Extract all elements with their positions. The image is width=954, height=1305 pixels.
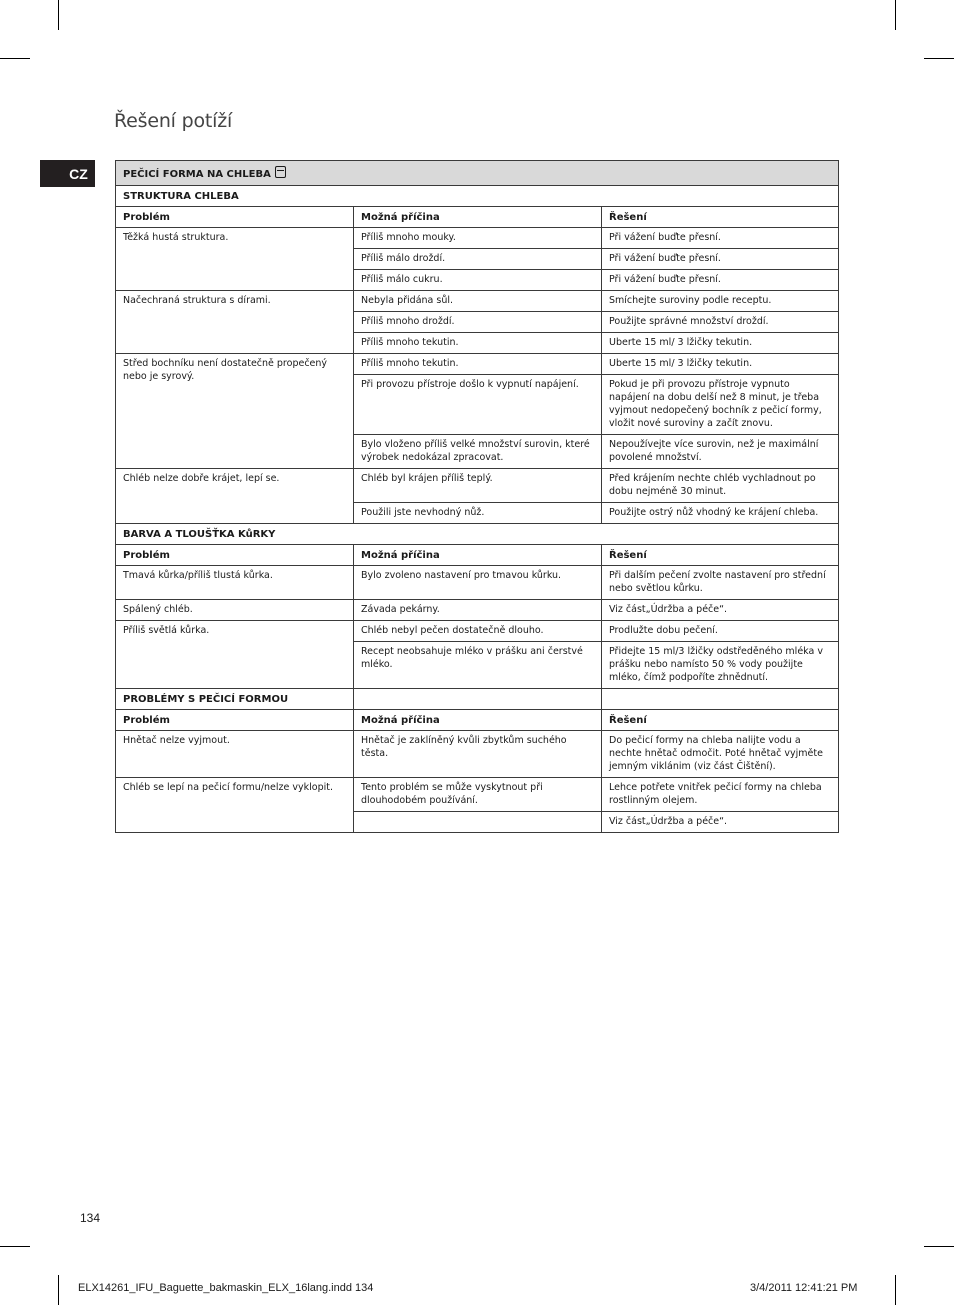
cause-cell: Chléb byl krájen příliš teplý. xyxy=(354,469,602,503)
crop-mark xyxy=(924,1246,954,1247)
cause-cell: Chléb nebyl pečen dostatečně dlouho. xyxy=(354,621,602,642)
cause-cell: Bylo vloženo příliš velké množství surovin, které výrobek nedokázal zpracovat. xyxy=(354,435,602,469)
cause-cell: Tento problém se může vyskytnout při dlouhodobém používání. xyxy=(354,778,602,812)
solution-cell: Uberte 15 ml/ 3 lžičky tekutin. xyxy=(602,333,839,354)
cause-cell: Příliš mnoho mouky. xyxy=(354,228,602,249)
table-row xyxy=(116,291,839,312)
crop-mark xyxy=(0,58,30,59)
crop-mark xyxy=(924,58,954,59)
solution-cell: Lehce potřete vnitřek pečicí formy na chleba rostlinným olejem. xyxy=(602,778,839,812)
cause-cell: Závada pekárny. xyxy=(354,600,602,621)
problem-cell: Spálený chléb. xyxy=(116,600,354,621)
cause-cell: Příliš málo cukru. xyxy=(354,270,602,291)
column-header-cause: Možná příčina xyxy=(354,545,602,566)
solution-cell: Pokud je při provozu přístroje vypnuto napájení na dobu delší než 8 minut, je třeba vyjmout nedopečený bochník z pečicí formy, vložit nové suroviny a začít znovu. xyxy=(602,375,839,435)
problem-cell: Příliš světlá kůrka. xyxy=(116,621,354,689)
table-row xyxy=(116,228,839,249)
solution-cell: Prodlužte dobu pečení. xyxy=(602,621,839,642)
table-row xyxy=(116,600,839,621)
table-row xyxy=(116,566,839,600)
section-header-empty xyxy=(602,689,839,710)
cause-cell: Nebyla přidána sůl. xyxy=(354,291,602,312)
problem-cell: Těžká hustá struktura. xyxy=(116,228,354,291)
bread-pan-icon xyxy=(275,166,286,178)
solution-cell: Přidejte 15 ml/3 lžičky odstředěného mléka v prášku nebo namísto 50 % vody použijte mléko, čímž podpoříte zhnědnutí. xyxy=(602,642,839,689)
column-header-solution: Řešení xyxy=(602,207,839,228)
column-header-problem: Problém xyxy=(116,545,354,566)
page-number: 134 xyxy=(80,1211,101,1225)
table-row xyxy=(116,469,839,503)
problem-cell: Hnětač nelze vyjmout. xyxy=(116,731,354,778)
section-header-row xyxy=(116,186,839,207)
problem-cell: Načechraná struktura s dírami. xyxy=(116,291,354,354)
column-header-solution: Řešení xyxy=(602,545,839,566)
solution-cell: Při dalším pečení zvolte nastavení pro střední nebo světlou kůrku. xyxy=(602,566,839,600)
section-header-empty xyxy=(354,689,602,710)
crop-mark xyxy=(895,1275,896,1305)
solution-cell: Viz část„Údržba a péče“. xyxy=(602,600,839,621)
cause-cell: Recept neobsahuje mléko v prášku ani čerstvé mléko. xyxy=(354,642,602,689)
cause-cell: Při provozu přístroje došlo k vypnutí napájení. xyxy=(354,375,602,435)
problem-cell: Chléb nelze dobře krájet, lepí se. xyxy=(116,469,354,524)
troubleshooting-table xyxy=(115,160,839,833)
troubleshooting-table-body xyxy=(116,161,839,833)
section-header-row xyxy=(116,689,839,710)
crop-mark xyxy=(895,0,896,30)
problem-cell: Chléb se lepí na pečicí formu/nelze vyklopit. xyxy=(116,778,354,833)
section-header: BARVA A TLOUŠŤKA KůRKY xyxy=(116,524,839,545)
crop-mark xyxy=(0,1246,30,1247)
cause-cell: Příliš mnoho tekutin. xyxy=(354,333,602,354)
solution-cell: Viz část„Údržba a péče“. xyxy=(602,812,839,833)
section-header: STRUKTURA CHLEBA xyxy=(116,186,839,207)
section-header: PROBLÉMY S PEČICÍ FORMOU xyxy=(116,689,354,710)
table-row xyxy=(116,621,839,642)
solution-cell: Při vážení buďte přesní. xyxy=(602,249,839,270)
cause-cell: Bylo zvoleno nastavení pro tmavou kůrku. xyxy=(354,566,602,600)
problem-cell: Střed bochníku není dostatečně propečený nebo je syrový. xyxy=(116,354,354,469)
language-tab: CZ xyxy=(40,160,95,187)
crop-mark xyxy=(58,1275,59,1305)
solution-cell: Použijte správné množství droždí. xyxy=(602,312,839,333)
solution-cell: Před krájením nechte chléb vychladnout po dobu nejméně 30 minut. xyxy=(602,469,839,503)
solution-cell: Uberte 15 ml/ 3 lžičky tekutin. xyxy=(602,354,839,375)
table-row xyxy=(116,731,839,778)
cause-cell: Příliš mnoho droždí. xyxy=(354,312,602,333)
column-header-solution: Řešení xyxy=(602,710,839,731)
solution-cell: Při vážení buďte přesní. xyxy=(602,228,839,249)
column-header-row xyxy=(116,710,839,731)
problem-cell: Tmavá kůrka/příliš tlustá kůrka. xyxy=(116,566,354,600)
solution-cell: Použijte ostrý nůž vhodný ke krájení chleba. xyxy=(602,503,839,524)
cause-cell: Příliš málo droždí. xyxy=(354,249,602,270)
crop-mark xyxy=(58,0,59,30)
footer-file-info: ELX14261_IFU_Baguette_bakmaskin_ELX_16lang.indd 134 xyxy=(78,1282,374,1294)
column-header-cause: Možná příčina xyxy=(354,207,602,228)
table-main-header-row xyxy=(116,161,839,186)
solution-cell: Při vážení buďte přesní. xyxy=(602,270,839,291)
table-main-header xyxy=(116,161,839,186)
solution-cell: Do pečicí formy na chleba nalijte vodu a nechte hnětač odmočit. Poté hnětač vyjměte jemným viklánim (viz část Čištění). xyxy=(602,731,839,778)
table-row xyxy=(116,778,839,812)
table-row xyxy=(116,354,839,375)
column-header-row xyxy=(116,545,839,566)
column-header-problem: Problém xyxy=(116,710,354,731)
column-header-problem: Problém xyxy=(116,207,354,228)
table-main-header-label: PEČICÍ FORMA NA CHLEBA xyxy=(123,169,271,180)
column-header-row xyxy=(116,207,839,228)
cause-cell: Příliš mnoho tekutin. xyxy=(354,354,602,375)
footer-datetime: 3/4/2011 12:41:21 PM xyxy=(750,1282,858,1294)
page-title: Řešení potíží xyxy=(114,110,233,132)
solution-cell: Nepoužívejte více surovin, než je maximální povolené množství. xyxy=(602,435,839,469)
cause-cell xyxy=(354,812,602,833)
cause-cell: Hnětač je zaklíněný kvůli zbytkům suchého těsta. xyxy=(354,731,602,778)
solution-cell: Smíchejte suroviny podle receptu. xyxy=(602,291,839,312)
column-header-cause: Možná příčina xyxy=(354,710,602,731)
cause-cell: Použili jste nevhodný nůž. xyxy=(354,503,602,524)
section-header-row xyxy=(116,524,839,545)
